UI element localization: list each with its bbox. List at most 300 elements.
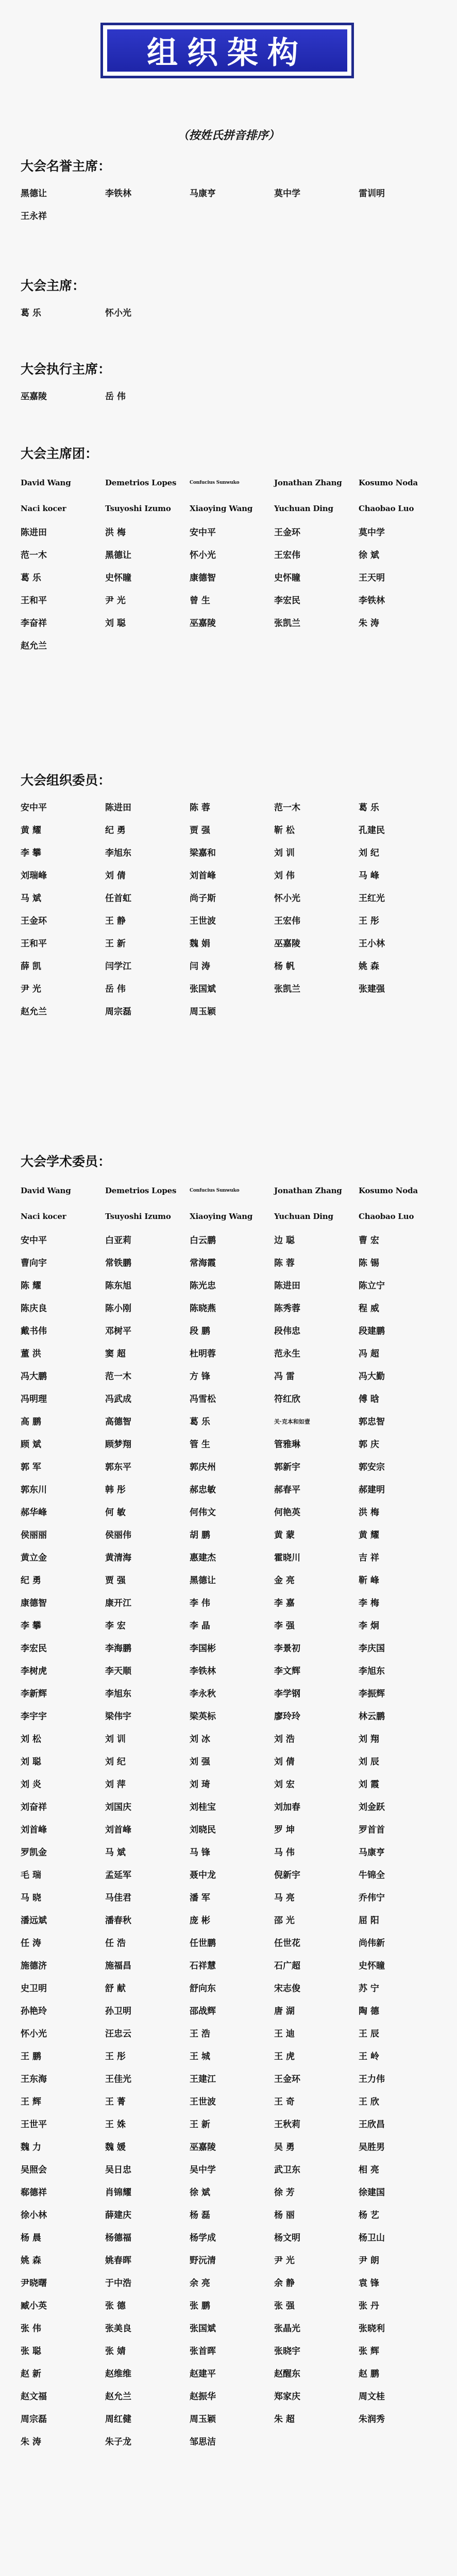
- member-name: 符红欣: [274, 1394, 300, 1404]
- member-name: 魏 娟: [190, 939, 210, 949]
- member-name: 陈小刚: [105, 1303, 131, 1314]
- member-name: 张凯兰: [274, 984, 300, 994]
- member-name: 史怀瞳: [105, 573, 131, 583]
- member-name: 王佳光: [105, 2074, 131, 2084]
- member-name: 肖锦耀: [105, 2188, 131, 2198]
- member-name: 冯武成: [105, 1394, 131, 1404]
- section-title: 大会名誉主席：: [21, 159, 111, 174]
- member-name: 陈进田: [21, 528, 47, 538]
- member-name: 李永秋: [190, 1689, 216, 1699]
- member-name: 李国彬: [190, 1643, 216, 1654]
- member-name: 邵战辉: [190, 2006, 216, 2016]
- member-name: 梁嘉和: [190, 848, 216, 858]
- member-name-english: Yuchuan Ding: [274, 504, 333, 513]
- member-row: [21, 2068, 443, 2091]
- member-name: 纪 勇: [105, 825, 126, 836]
- member-name: 霍晓川: [274, 1553, 300, 1563]
- member-name: 王 辰: [359, 2029, 379, 2039]
- member-name: 冯 雷: [274, 1371, 295, 1382]
- member-name: 史怀瞳: [274, 573, 300, 583]
- member-row: [21, 1411, 443, 1433]
- member-name: 任世鹏: [190, 1938, 216, 1948]
- member-row: [21, 2181, 443, 2204]
- member-row: [21, 1501, 443, 1524]
- member-row: [21, 2363, 443, 2385]
- member-name: 倪新宇: [274, 1870, 300, 1880]
- member-name: 常海霞: [190, 1258, 216, 1268]
- honorary-chair-section: [21, 158, 443, 228]
- member-name: 陈 锡: [359, 1258, 379, 1268]
- member-name-english: Naci kocer: [21, 504, 66, 513]
- member-name: 白亚莉: [105, 1235, 131, 1246]
- member-row: [21, 865, 443, 887]
- member-name: 梁伟宇: [105, 1711, 131, 1722]
- member-name: 李文辉: [274, 1666, 300, 1676]
- member-name: 郝春平: [274, 1485, 300, 1495]
- member-name: 李 伟: [190, 1598, 210, 1608]
- member-name: 胡 鹏: [190, 1530, 210, 1540]
- member-row: [21, 635, 443, 657]
- member-name: 王 奇: [274, 2097, 295, 2107]
- member-name: 韩 彤: [105, 1485, 126, 1495]
- member-row: [21, 819, 443, 842]
- member-name: 岳 伟: [105, 984, 126, 994]
- member-name: 孟延军: [105, 1870, 131, 1880]
- member-name-english: Xiaoying Wang: [190, 504, 253, 513]
- member-row: [21, 1365, 443, 1388]
- member-name: 武卫东: [274, 2165, 300, 2175]
- member-name: 怀小光: [105, 308, 131, 318]
- member-name: 薛 凯: [21, 961, 41, 972]
- member-name-english: Confucius Sunwuko: [190, 1188, 240, 1193]
- member-row: [21, 1615, 443, 1637]
- member-name: 王 虎: [274, 2052, 295, 2062]
- member-name: 徐 斌: [190, 2188, 210, 2198]
- member-row: [21, 1955, 443, 1977]
- member-name: 赵文福: [21, 2392, 47, 2402]
- member-name: 侯丽伟: [105, 1530, 131, 1540]
- member-name: 黄立金: [21, 1553, 47, 1563]
- member-name: 马佳君: [105, 1893, 131, 1903]
- member-name: 傅 晗: [359, 1394, 379, 1404]
- member-name-english: Demetrios Lopes: [105, 478, 177, 487]
- member-name: 王 新: [105, 939, 126, 949]
- member-name: 杨卫山: [359, 2233, 385, 2243]
- member-name: 张 婧: [105, 2346, 126, 2357]
- member-name: 李铁林: [190, 1666, 216, 1676]
- member-name: 郝华峰: [21, 1507, 47, 1518]
- member-name-english: Chaobao Luo: [359, 1212, 414, 1221]
- member-row: [21, 1660, 443, 1683]
- member-name: 王世波: [190, 916, 216, 926]
- member-name: 李奋祥: [21, 618, 47, 629]
- member-name: 洪 梅: [105, 528, 126, 538]
- member-name: 张 德: [105, 2301, 126, 2311]
- title-banner: [100, 23, 354, 78]
- member-name: 郭忠智: [359, 1417, 385, 1427]
- member-name: 李庆国: [359, 1643, 385, 1654]
- member-name: 任 涛: [21, 1938, 41, 1948]
- member-name: 潘远斌: [21, 1916, 47, 1926]
- member-name: 李 炯: [359, 1621, 379, 1631]
- member-row: [21, 1637, 443, 1660]
- member-name: 罗凯金: [21, 1848, 47, 1858]
- member-name: 张首晖: [190, 2346, 216, 2357]
- member-name: 庞 彬: [190, 1916, 210, 1926]
- member-name: 姚 森: [359, 961, 379, 972]
- member-name: 王力伟: [359, 2074, 385, 2084]
- member-name: 舒 献: [105, 1984, 126, 1994]
- member-name: 段 鹏: [190, 1326, 210, 1336]
- member-name: 王 静: [105, 916, 126, 926]
- member-name: 李宏民: [274, 596, 300, 606]
- member-name: 黑德让: [190, 1575, 216, 1586]
- member-name-english: Chaobao Luo: [359, 504, 414, 513]
- member-name: 毛 瑞: [21, 1870, 41, 1880]
- member-name: 常铁鹏: [105, 1258, 131, 1268]
- member-name: 孙艳玲: [21, 2006, 47, 2016]
- section-title: 大会主席：: [21, 278, 86, 293]
- member-name: 吴中学: [190, 2165, 216, 2175]
- member-name: 邵 光: [274, 1916, 295, 1926]
- member-row: [21, 589, 443, 612]
- member-row: [21, 205, 443, 228]
- member-name: 段建鹏: [359, 1326, 385, 1336]
- member-row: [21, 1388, 443, 1411]
- member-name: 马 伟: [274, 1848, 295, 1858]
- member-name: 马 斌: [105, 1848, 126, 1858]
- member-name: 杨 帆: [274, 961, 295, 972]
- member-row: [21, 302, 443, 325]
- member-name: 靳 松: [274, 825, 295, 836]
- section-title: 大会执行主席：: [21, 362, 111, 377]
- member-name: 王宏伟: [274, 916, 300, 926]
- member-name: 黄 耀: [21, 825, 41, 836]
- member-name: 李 攀: [21, 848, 41, 858]
- member-name: 莫中学: [274, 189, 300, 199]
- member-name: 朱 超: [274, 2414, 295, 2425]
- member-name: 李铁林: [359, 596, 385, 606]
- section-title: 大会组织委员：: [21, 773, 111, 788]
- member-name: 徐小林: [21, 2210, 47, 2221]
- member-name: 舒向东: [190, 1984, 216, 1994]
- member-row: [21, 2408, 443, 2431]
- member-name: 刘 聪: [105, 618, 126, 629]
- member-name: 何伟文: [190, 1507, 216, 1518]
- member-row: [21, 2431, 443, 2453]
- member-name: 刘 强: [190, 1757, 210, 1767]
- member-name: 李旭东: [359, 1666, 385, 1676]
- member-name: 杨德福: [105, 2233, 131, 2243]
- member-name: 王 欣: [359, 2097, 379, 2107]
- member-name: 罗 坤: [274, 1825, 295, 1835]
- member-name: 王秋莉: [274, 2120, 300, 2130]
- member-name: 林云鹏: [359, 1711, 385, 1722]
- member-row: [21, 1252, 443, 1275]
- member-name: 尚伟新: [359, 1938, 385, 1948]
- chair-section: [21, 277, 443, 325]
- member-name: 何 敏: [105, 1507, 126, 1518]
- sort-note: （按姓氏拼音排序）: [177, 129, 280, 142]
- member-name: 惠建杰: [190, 1553, 216, 1563]
- member-name: 雷训明: [359, 189, 385, 199]
- member-name: 关·克本和如壹: [274, 1418, 310, 1425]
- member-name: 任 浩: [105, 1938, 126, 1948]
- member-name: 刘加春: [274, 1802, 300, 1812]
- member-name: 王 彤: [359, 916, 379, 926]
- member-name: 杨文明: [274, 2233, 300, 2243]
- member-name: 程 威: [359, 1303, 379, 1314]
- member-name: 王 新: [190, 2120, 210, 2130]
- member-name: 杨 磊: [190, 2210, 210, 2221]
- member-name: 张国斌: [190, 984, 216, 994]
- member-name: 顾梦翔: [105, 1439, 131, 1450]
- member-name: 李 嘉: [274, 1598, 295, 1608]
- member-name: 尹晓曙: [21, 2278, 47, 2289]
- member-row: [21, 2249, 443, 2272]
- member-name: 怀小光: [190, 550, 216, 561]
- member-name: 王 城: [190, 2052, 210, 2062]
- member-name: 王 彤: [105, 2052, 126, 2062]
- member-name: 戴书伟: [21, 1326, 47, 1336]
- member-name: 曹向宇: [21, 1258, 47, 1268]
- member-name: 刘首峰: [21, 1825, 47, 1835]
- member-row: [21, 2045, 443, 2068]
- member-name: 陈晓燕: [190, 1303, 216, 1314]
- member-name: 冯明理: [21, 1394, 47, 1404]
- member-name: 王世平: [21, 2120, 47, 2130]
- member-row: [21, 2272, 443, 2295]
- member-name: 周红健: [105, 2414, 131, 2425]
- section-title: 大会学术委员：: [21, 1154, 111, 1169]
- member-row: [21, 887, 443, 910]
- member-name: 曹 宏: [359, 1235, 379, 1246]
- member-name: 刘 聪: [21, 1757, 41, 1767]
- member-name: 赵建平: [190, 2369, 216, 2379]
- member-name: 纪 勇: [21, 1575, 41, 1586]
- member-name: 王和平: [21, 939, 47, 949]
- member-name: 王红光: [359, 893, 385, 904]
- member-name: 李 梅: [359, 1598, 379, 1608]
- member-name: 王世波: [190, 2097, 216, 2107]
- member-row: [21, 2091, 443, 2113]
- member-name: 陈秀蓉: [274, 1303, 300, 1314]
- member-name: 赵允兰: [21, 641, 47, 651]
- member-name: 张 聪: [21, 2346, 41, 2357]
- member-name: 苏 宁: [359, 1984, 379, 1994]
- member-name: 王 菁: [105, 2097, 126, 2107]
- member-name: 张建强: [359, 984, 385, 994]
- member-name: 李 攀: [21, 1621, 41, 1631]
- english-name-row: [21, 496, 443, 521]
- member-row: [21, 933, 443, 955]
- section-title: 大会主席团：: [21, 446, 98, 461]
- english-name-row: [21, 470, 443, 496]
- member-name: 王 辉: [21, 2097, 41, 2107]
- member-name: 郭新宇: [274, 1462, 300, 1472]
- member-name: 刘 冰: [190, 1734, 210, 1744]
- member-name: 李旭东: [105, 1689, 131, 1699]
- member-row: [21, 1547, 443, 1569]
- member-name: 黄清海: [105, 1553, 131, 1563]
- member-name: 范一木: [21, 550, 47, 561]
- member-row: [21, 1320, 443, 1343]
- member-name: 任世花: [274, 1938, 300, 1948]
- member-name: 刘 训: [274, 848, 295, 858]
- member-name: 袁 锋: [359, 2278, 379, 2289]
- member-name: 尚子斯: [190, 893, 216, 904]
- member-name: 董 洪: [21, 1349, 41, 1359]
- member-name-english: Kosumo Noda: [359, 1186, 418, 1195]
- member-name: 高德智: [105, 1417, 131, 1427]
- member-name: 王和平: [21, 596, 47, 606]
- member-name: 刘 炎: [21, 1780, 41, 1790]
- member-name: 康德智: [190, 573, 216, 583]
- member-row: [21, 1977, 443, 2000]
- member-name: 余 静: [274, 2278, 295, 2289]
- member-name: 史怀瞳: [359, 1961, 385, 1971]
- member-name: 余 亮: [190, 2278, 210, 2289]
- member-name-english: Jonathan Zhang: [274, 1186, 342, 1195]
- member-row: [21, 1909, 443, 1932]
- member-name: 康开江: [105, 1598, 131, 1608]
- member-name: 巫嘉陵: [190, 2142, 216, 2153]
- member-row: [21, 2159, 443, 2181]
- member-row: [21, 978, 443, 1001]
- organizing-committee-section: [21, 772, 443, 1023]
- member-name: 郭安宗: [359, 1462, 385, 1472]
- member-name: 陈进田: [274, 1281, 300, 1291]
- member-name: 李宏民: [21, 1643, 47, 1654]
- member-row: [21, 1705, 443, 1728]
- member-row: [21, 2204, 443, 2227]
- member-name: 聂中龙: [190, 1870, 216, 1880]
- member-name: 王宏伟: [274, 550, 300, 561]
- member-name: 赵允兰: [21, 1007, 47, 1017]
- member-name: 王 姝: [105, 2120, 126, 2130]
- member-row: [21, 2227, 443, 2249]
- member-row: [21, 910, 443, 933]
- member-name: 管 生: [190, 1439, 210, 1450]
- member-row: [21, 1479, 443, 1501]
- member-name: 吴 勇: [274, 2142, 295, 2153]
- member-name: 靳 峰: [359, 1575, 379, 1586]
- member-name: 陶 德: [359, 2006, 379, 2016]
- member-row: [21, 385, 443, 408]
- member-name: 白云鹏: [190, 1235, 216, 1246]
- member-name: 巫嘉陵: [190, 618, 216, 629]
- member-row: [21, 521, 443, 544]
- member-name: 于中浩: [105, 2278, 131, 2289]
- member-name: 陈光忠: [190, 1281, 216, 1291]
- member-row: [21, 2295, 443, 2317]
- member-name: 张晓宇: [274, 2346, 300, 2357]
- member-name: 廖玲玲: [274, 1711, 300, 1722]
- member-name: 刘金跃: [359, 1802, 385, 1812]
- member-row: [21, 842, 443, 865]
- member-name: 周玉颖: [190, 1007, 216, 1017]
- member-name: 刘桂宝: [190, 1802, 216, 1812]
- member-name: 马康亨: [359, 1848, 385, 1858]
- member-name: 马 斌: [21, 893, 41, 904]
- member-name: 张 丹: [359, 2301, 379, 2311]
- member-name: 杨 晨: [21, 2233, 41, 2243]
- member-name: 陈 耀: [21, 1281, 41, 1291]
- member-name: 郭 军: [21, 1462, 41, 1472]
- member-name: 葛 乐: [21, 573, 41, 583]
- member-name: 刘 松: [21, 1734, 41, 1744]
- member-name: 王 岭: [359, 2052, 379, 2062]
- member-name: 刘晓民: [190, 1825, 216, 1835]
- member-name: 施福昌: [105, 1961, 131, 1971]
- member-name: 张 辉: [359, 2346, 379, 2357]
- member-name: 冯 超: [359, 1349, 379, 1359]
- member-name: 李宇宇: [21, 1711, 47, 1722]
- member-name: 徐建国: [359, 2188, 385, 2198]
- member-name: 郑家庆: [274, 2392, 300, 2402]
- member-row: [21, 612, 443, 635]
- member-name: 朱 涛: [21, 2437, 41, 2447]
- member-name: 刘瑞峰: [21, 871, 47, 881]
- member-name: 张美良: [105, 2324, 131, 2334]
- member-name: 罗首首: [359, 1825, 385, 1835]
- member-name: 李学钢: [274, 1689, 300, 1699]
- member-name: 方 锋: [190, 1371, 210, 1382]
- member-name: 黄 耀: [359, 1530, 379, 1540]
- member-name: 冯大勤: [359, 1371, 385, 1382]
- member-row: [21, 1297, 443, 1320]
- member-name: 王 浩: [190, 2029, 210, 2039]
- member-row: [21, 2136, 443, 2159]
- member-name: 潘春秋: [105, 1916, 131, 1926]
- member-name: 尹 光: [274, 2256, 295, 2266]
- member-name: 赵 鹏: [359, 2369, 379, 2379]
- member-name: 刘 纪: [359, 848, 379, 858]
- member-row: [21, 2317, 443, 2340]
- member-name-english: Naci kocer: [21, 1212, 66, 1221]
- member-name: 顾 斌: [21, 1439, 41, 1450]
- member-name: 王 鹏: [21, 2052, 41, 2062]
- member-name: 张 伟: [21, 2324, 41, 2334]
- member-name: 李 强: [274, 1621, 295, 1631]
- member-name: 杨 丽: [274, 2210, 295, 2221]
- member-row: [21, 796, 443, 819]
- member-name: 陈进田: [105, 803, 131, 813]
- member-row: [21, 2385, 443, 2408]
- member-name: 史卫明: [21, 1984, 47, 1994]
- member-name: 赵 新: [21, 2369, 41, 2379]
- member-row: [21, 2340, 443, 2363]
- member-name: 王 迪: [274, 2029, 295, 2039]
- member-name: 王金环: [274, 2074, 300, 2084]
- member-name: 尹 光: [105, 596, 126, 606]
- member-name: 周宗磊: [21, 2414, 47, 2425]
- member-name: 巫嘉陵: [274, 939, 300, 949]
- member-name: 陈 蓉: [274, 1258, 295, 1268]
- member-name: 唐 湖: [274, 2006, 295, 2016]
- member-name-english: Kosumo Noda: [359, 478, 418, 487]
- member-name: 任首虹: [105, 893, 131, 904]
- member-row: [21, 1683, 443, 1705]
- member-name: 孙卫明: [105, 2006, 131, 2016]
- member-name-english: Confucius Sunwuko: [190, 480, 240, 485]
- member-name: 陈立宁: [359, 1281, 385, 1291]
- member-name: 杨 艺: [359, 2210, 379, 2221]
- member-name: 郭庆州: [190, 1462, 216, 1472]
- member-name: 葛 乐: [21, 308, 41, 318]
- member-name: 刘奋祥: [21, 1802, 47, 1812]
- member-row: [21, 1592, 443, 1615]
